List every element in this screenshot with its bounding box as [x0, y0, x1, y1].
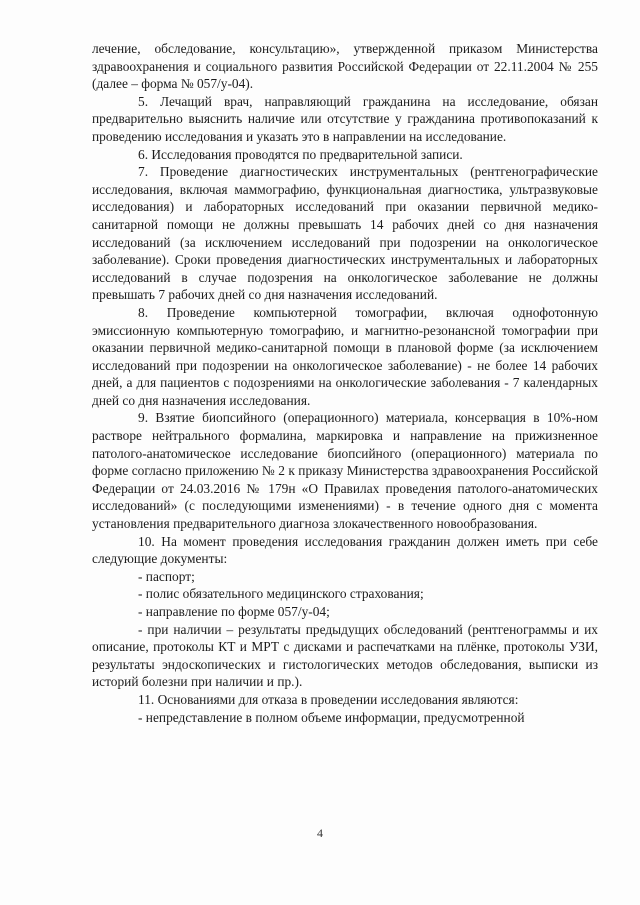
paragraph-continuation: лечение, обследование, консультацию», утвержденной приказом Министерства здравоохранения и социального развития Российской Федерации от 22.11.2004 № 255 (далее – форма № 057/у-04).: [92, 41, 598, 92]
list-item-incomplete-info: - непредставление в полном объеме информации, предусмотренной: [138, 709, 525, 725]
paragraph-9: 9. Взятие биопсийного (операционного) материала, консервация в 10%-ном растворе нейтрального формалина, маркировка и направление на прижизненное патолого-анатомическое исследование биопсийного (операционного) материала по форме согласно приложению № 2 к приказу Министерства здравоохранения Российской Федерации от 24.03.2016 № 179н «О Правилах проведения патолого-анатомических исследований» (с последующими изменениями) - в течение одного дня с момента установления предварительного диагноза злокачественного новообразования.: [92, 410, 598, 532]
paragraph-6: 6. Исследования проводятся по предварительной записи.: [138, 146, 463, 162]
paragraph-7: 7. Проведение диагностических инструментальных (рентгенографические исследования, включая маммографию, функциональная диагностика, ультразвуковые исследования) и лабораторных исследований при оказании первичной медико-санитарной помощи не должны превышать 14 рабочих дней со дня назначения исследований (за исключением исследований при подозрении на онкологическое заболевание). Сроки проведения диагностических инструментальных и лабораторных исследований в случае подозрения на онкологическое заболевание не должны превышать 7 рабочих дней со дня назначения исследований.: [92, 164, 598, 303]
paragraph-8: 8. Проведение компьютерной томографии, включая однофотонную эмиссионную компьютерную томографию, и магнитно-резонансной томографии при оказании первичной медико-санитарной помощи в плановой форме (за исключением исследований при подозрении на онкологическое заболевание) - не более 14 рабочих дней, а для пациентов с подозрениями на онкологические заболевания - 7 календарных дней со дня назначения исследования.: [92, 304, 598, 408]
paragraph-10: 10. На момент проведения исследования гражданин должен иметь при себе следующие документы:: [92, 533, 598, 567]
list-item-previous-results: - при наличии – результаты предыдущих обследований (рентгенограммы и их описание, протоколы КТ и МРТ с дисками и распечатками на плёнке, протоколы УЗИ, результаты эндоскопических и гистологических методов обследования, выписки из историй болезни при наличии и пр.).: [92, 621, 598, 690]
document-body: [92, 40, 598, 726]
list-item-passport: - паспорт;: [138, 568, 195, 584]
paragraph-5: 5. Лечащий врач, направляющий гражданина на исследование, обязан предварительно выяснить наличие или отсутствие у гражданина противопоказаний к проведению исследования и указать это в направлении на исследование.: [92, 93, 598, 144]
page-number: 4: [317, 826, 323, 840]
list-item-referral: - направление по форме 057/у-04;: [138, 604, 330, 619]
paragraph-11: 11. Основаниями для отказа в проведении исследования являются:: [138, 691, 519, 707]
list-item-insurance: - полис обязательного медицинского страхования;: [138, 586, 424, 602]
